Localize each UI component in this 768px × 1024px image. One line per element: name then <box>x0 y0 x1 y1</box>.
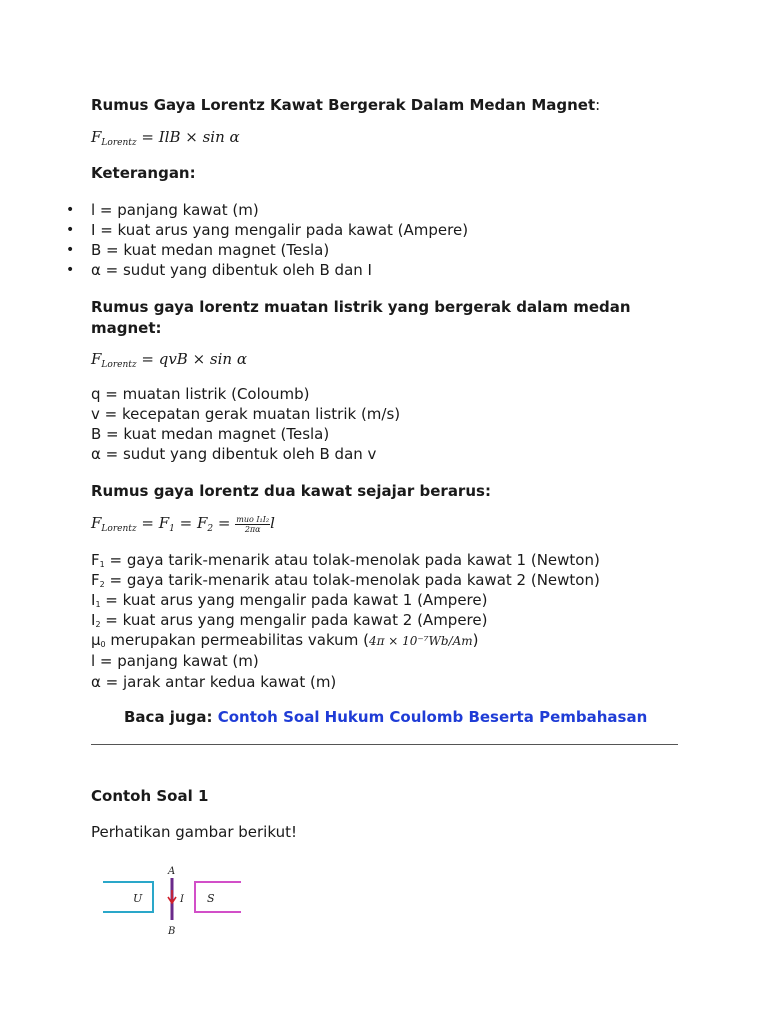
contoh-soal-text: Perhatikan gambar berikut! <box>91 823 297 841</box>
svg-text:A: A <box>168 866 176 877</box>
divider <box>91 744 678 745</box>
right-magnet-s <box>195 882 241 912</box>
def-f1: F1 = gaya tarik-menarik atau tolak-menolak pada kawat 1 (Newton) <box>91 551 600 569</box>
def-q: q = muatan listrik (Coloumb) <box>91 385 310 403</box>
svg-text:U: U <box>133 892 143 905</box>
formula-dua-kawat: $F_{Lorentz} = F_1 = F_2$ = $\frac{\text{muo I₁I₂}}{2\pi\alpha}$ l <box>91 514 275 534</box>
def-alpha-jarak: α = jarak antar kedua kawat (m) <box>91 673 337 691</box>
list-item: • B = kuat medan magnet (Tesla) <box>66 240 468 260</box>
keterangan-heading: Keterangan: <box>91 164 196 182</box>
current-wire <box>167 866 185 937</box>
baca-juga: Baca juga: Contoh Soal Hukum Coulomb Beserta Pembahasan <box>124 708 648 726</box>
baca-juga-link[interactable]: Contoh Soal Hukum Coulomb Beserta Pembahasan <box>217 708 648 726</box>
list-item: • I = kuat arus yang mengalir pada kawat (Ampere) <box>66 220 468 240</box>
formula-lorentz-muatan: $F_{Lorentz}$ = qvB × sin α <box>91 350 247 370</box>
svg-text:S: S <box>207 892 215 905</box>
contoh-soal-title: Contoh Soal 1 <box>91 787 209 805</box>
def-mu0: μ0 merupakan permeabilitas vakum (4π × 10⁻⁷Wb/Am) <box>91 631 479 649</box>
def-b: B = kuat medan magnet (Tesla) <box>91 425 330 443</box>
def-v: v = kecepatan gerak muatan listrik (m/s) <box>91 405 401 423</box>
heading-dua-kawat: Rumus gaya lorentz dua kawat sejajar berarus: <box>91 482 491 500</box>
heading-lorentz-muatan-1: Rumus gaya lorentz muatan listrik yang bergerak dalam medan <box>91 298 631 316</box>
magnet-wire-figure <box>95 862 245 940</box>
heading-lorentz-kawat: Rumus Gaya Lorentz Kawat Bergerak Dalam Medan Magnet: <box>91 96 601 114</box>
svg-text:B: B <box>168 926 176 937</box>
formula-lorentz-kawat: $F_{Lorentz}$ = IlB × sin α <box>91 128 240 148</box>
left-magnet-u <box>103 882 153 912</box>
list-item: • α = sudut yang dibentuk oleh B dan I <box>66 260 468 280</box>
def-alpha: α = sudut yang dibentuk oleh B dan v <box>91 445 377 463</box>
svg-text:I: I <box>180 894 184 905</box>
heading-lorentz-muatan-2: magnet: <box>91 319 162 337</box>
def-i2: I2 = kuat arus yang mengalir pada kawat 2 (Ampere) <box>91 611 488 629</box>
fraction: $\frac{\text{muo I₁I₂}}{2\pi\alpha}$ <box>236 514 270 534</box>
def-i1: I1 = kuat arus yang mengalir pada kawat 1 (Ampere) <box>91 591 488 609</box>
def-l: l = panjang kawat (m) <box>91 652 259 670</box>
keterangan-list <box>66 200 468 280</box>
def-f2: F2 = gaya tarik-menarik atau tolak-menolak pada kawat 2 (Newton) <box>91 571 600 589</box>
list-item: • l = panjang kawat (m) <box>66 200 468 220</box>
